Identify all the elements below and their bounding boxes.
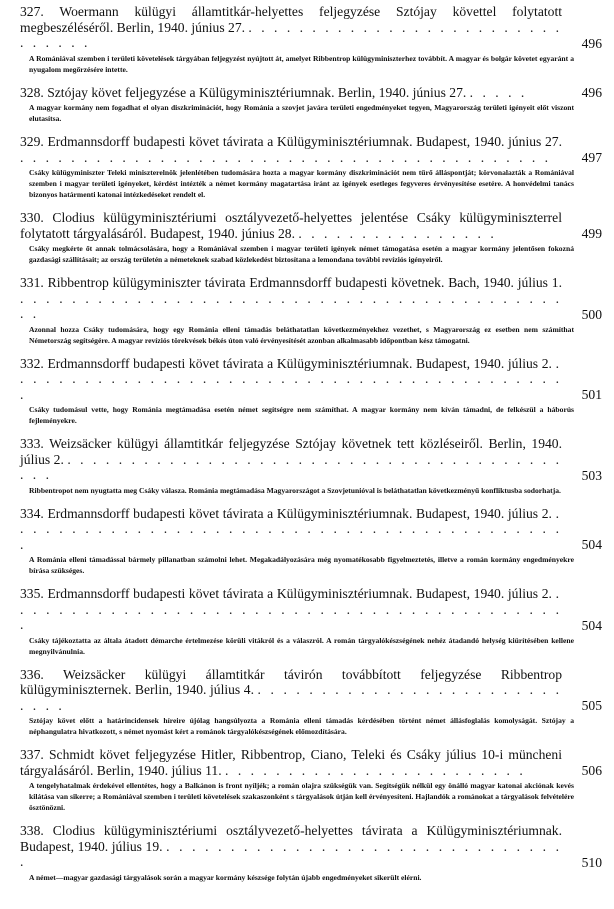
entry-summary: Sztójay követ előtt a határincidensek híreire újólag hangsúlyozta a Románia elleni támadás kérdésében történt német állásfoglalás komolyságát. Sztójay a néphangulatra hivatkozott, s német nyomást kért a románok tárgyalókészségének előmozdítására.: [29, 716, 574, 736]
entry: [20, 747, 602, 813]
entry-title-line: [20, 747, 602, 778]
page-number: 500: [581, 306, 602, 322]
entry-title: Erdmannsdorff budapesti követ távirata a Külügyminisztériumnak. Budapest, 1940. július 2.: [47, 586, 552, 601]
entry: [20, 506, 602, 577]
page-number: 504: [581, 537, 602, 552]
entry-number: 333.: [20, 436, 44, 451]
page-number: 506: [581, 762, 602, 778]
leader-dots: . . . . . . . . . . . . . . . . . . . . . . . . . . . . . . . . . . . . . . . . . . . .: [20, 505, 562, 552]
leader-dots: . . . . . . . . . . . . . . . . . . . . . . . .: [225, 762, 526, 778]
entry-list: [20, 4, 602, 883]
entry: [20, 436, 602, 496]
entry-title: Woermann külügyi államtitkár-helyettes feljegyzése Sztójay követtel folytatott megbeszéléséről. Berlin, 1940. június 27.: [20, 4, 562, 35]
entry-title: Ribbentrop külügyminiszter távirata Erdmannsdorff budapesti követnek. Bach, 1940. július 1.: [47, 275, 562, 290]
leader-dots: . . . . . . . . . . . . . . . . . . . . . . . . . . . . . . . . . . . . . . . . . . . .: [20, 355, 562, 402]
entry-title-line: [20, 356, 602, 403]
entry: [20, 134, 602, 200]
page-number: 496: [581, 35, 602, 51]
entry-title-line: [20, 85, 602, 101]
entry-title: Schmidt követ feljegyzése Hitler, Ribbentrop, Ciano, Teleki és Csáky július 10-i müncheni tárgyalásáról. Berlin, 1940. július 11.: [20, 747, 562, 778]
entry-summary: Ribbentropot nem nyugtatta meg Csáky válasza. Románia megtámadása Magyarországot a Szovjetunióval is beláthatatlan következményű konfliktusba sodorhatja.: [29, 485, 561, 495]
entry-summary: A tengelyhatalmak érdekével ellentétes, hogy a Balkánon is front nyíljék; a román olajra szükségük van. Segítségük nélkül egy önálló magyar katonai akciónak kevés kilátása van sikerre; a Romániával szemben i területi követelések szakaszonként s tárgyalások útján kell érvényesíteni. Hajlandók a románokat a tárgyalások felvételére ösztönözni.: [29, 781, 574, 812]
entry-title: Erdmannsdorff budapesti követ távirata a Külügyminisztériumnak. Budapest, 1940. július 2.: [47, 355, 552, 371]
entry: [20, 275, 602, 346]
entry: [20, 210, 602, 265]
entry-title-line: [20, 210, 602, 241]
page-number: 496: [581, 85, 602, 100]
entry-title: Clodius külügyminisztériumi osztályvezető-helyettes távirata a Külügyminisztériumnak. Budapest, 1940. július 19.: [20, 823, 562, 854]
leader-dots: . . . . . . . . . . . . . . . . . . . . . . . . . . . .: [20, 682, 562, 713]
entry-title: Erdmannsdorff budapesti követ távirata a Külügyminisztériumnak. Budapest, 1940. június 27.: [47, 134, 562, 149]
entry-number: 335.: [20, 586, 44, 601]
entry-number: 327.: [20, 4, 44, 19]
entry-title-line: [20, 667, 602, 714]
page-number: 501: [581, 387, 602, 402]
entry-summary: A Romániával szemben i területi követelések tárgyában feljegyzést nyújtott át, amelyet Ribbentrop külügyminiszterhez továbbít. A magyar és bolgár követet egyaránt a nyugalom megőrzésére intette.: [29, 53, 574, 74]
leader-dots: . . . . . . . . . . . . . . . . . . . . . . . . . . . . . . . . . . . . . . . . . . . .: [20, 586, 562, 632]
page-number: 499: [581, 225, 602, 241]
leader-dots: . . . . . . . . . . . . . . . . . . . . . . . . . . . . . . . .: [20, 838, 563, 869]
entry-title: Weizsäcker külügyi államtitkár távirón továbbított feljegyzése Ribbentrop külügyminiszternek. Berlin, 1940. július 4.: [20, 666, 562, 697]
entry-summary: Csáky tudomásul vette, hogy Románia megtámadása esetén német segítségre nem számíthat. A magyar kormány nem kíván támadni, de felkészül a háborús fejleményekre.: [29, 405, 574, 425]
entry-title: Erdmannsdorff budapesti követ távirata a Külügyminisztériumnak. Budapest, 1940. július 2.: [47, 505, 552, 521]
entry-summary: Csáky megkérte őt annak tolmácsolására, hogy a Romániával szemben i magyar területi igények német támogatása esetén a magyar kormány jelentősen fokozná gazdasági szállításait; az ország területén a németeknek szabad közlekedést biztosítana a lemondana további revíziós igényeiről.: [29, 244, 574, 264]
entry-number: 330.: [20, 210, 44, 225]
page-number: 497: [581, 149, 602, 165]
entry: [20, 356, 602, 427]
page-number: 504: [581, 617, 602, 633]
leader-dots: . . . . . . . . . . . . . . . . . . . . . . . . . . . . . . . . . . . . . . . . . .: [20, 149, 552, 165]
entry-number: 331.: [20, 275, 44, 290]
leader-dots: . . . . . . . . . . . . . . . . . . . . . . . . . . . . . . . . . . . . . . . . . .: [20, 451, 562, 482]
entry-summary: A magyar kormány nem fogadhat el olyan diszkriminációt, hogy Románia a szovjet javára területi engedményeket tegyen, Magyarország területi igényeit előt viszont elutasítsa.: [29, 103, 574, 123]
entry-summary: Csáky külügyminiszter Teleki miniszterelnök jelenlétében tudomására hozta a magyar kormány diszkriminációt nem tűrő álláspontját; körvonalazták a Romániával szemben i magyar területi igényeket, kérdést intézték a német kormány magatartása iránt az igények esetleges fegyveres érvényesítése esetére. A honvédelmi tanács bizonyos határmenti katonai intézkedéseket rendelt el.: [29, 168, 574, 199]
entry-number: 336.: [20, 666, 44, 682]
entry: [20, 667, 602, 738]
page-number: 505: [581, 698, 602, 713]
entry-number: 329.: [20, 134, 44, 149]
entry-title: Sztójay követ feljegyzése a Külügyminisztériumnak. Berlin, 1940. június 27.: [47, 84, 467, 100]
entry: [20, 586, 602, 657]
entry-title-line: [20, 4, 602, 51]
entry-number: 334.: [20, 505, 44, 521]
entry-number: 332.: [20, 355, 44, 371]
entry-number: 338.: [20, 823, 44, 838]
entry-title-line: [20, 823, 602, 870]
entry-summary: Azonnal hozza Csáky tudomására, hogy egy Románia elleni támadás beláthatatlan következményekhez vezethet, s Magyarország ez esetben nem számíthat Németország segítségére. A magyar revíziós törekvések békés úton való érvényesítését azonban alkalmasabb időpontban kész támogatni.: [29, 324, 574, 345]
page-number: 503: [581, 467, 602, 483]
page-number: 510: [581, 854, 602, 870]
entry-title: Weizsäcker külügyi államtitkár feljegyzése Sztójay követnek tett közléseiről. Berlin, 1940. július 2.: [20, 436, 563, 467]
entry-title-line: [20, 506, 602, 553]
entry: [20, 4, 602, 75]
entry-title-line: [20, 134, 602, 165]
entry-number: 337.: [20, 747, 44, 762]
entry-title-line: [20, 586, 602, 633]
leader-dots: . . . . . . . . . . . . . . . .: [298, 225, 497, 241]
entry-title: Clodius külügyminisztériumi osztályvezető-helyettes jelentése Csáky külügyminiszterrel folytatott tárgyalásáról. Budapest, 1940. június 28.: [20, 210, 562, 241]
leader-dots: . . . . .: [469, 84, 528, 100]
entry-title-line: [20, 436, 602, 483]
entry: [20, 85, 602, 125]
entry-title-line: [20, 275, 602, 322]
entry: [20, 823, 602, 883]
entry-summary: A Románia elleni támadással bármely pillanatban számolni lehet. Megakadályozására még nyomatékosabb figyelmeztetés, illetve a román kormány engedményekre bírása szükséges.: [29, 555, 574, 575]
leader-dots: . . . . . . . . . . . . . . . . . . . . . . . . . . . . . . .: [20, 19, 562, 50]
entry-number: 328.: [20, 84, 44, 100]
entry-summary: Csáky tájékoztatta az általa átadott démarche értelmezése körüli vitákról és a válaszról. A román tárgyalókészségének nehéz átadandó helység kiürítésében kellene megnyilvánulnia.: [29, 635, 574, 656]
leader-dots: . . . . . . . . . . . . . . . . . . . . . . . . . . . . . . . . . . . . . . . . . . . .: [20, 290, 562, 321]
entry-summary: A német—magyar gazdasági tárgyalások során a magyar kormány készsége folytán újabb engedményeket sikerült elérni.: [29, 872, 422, 882]
